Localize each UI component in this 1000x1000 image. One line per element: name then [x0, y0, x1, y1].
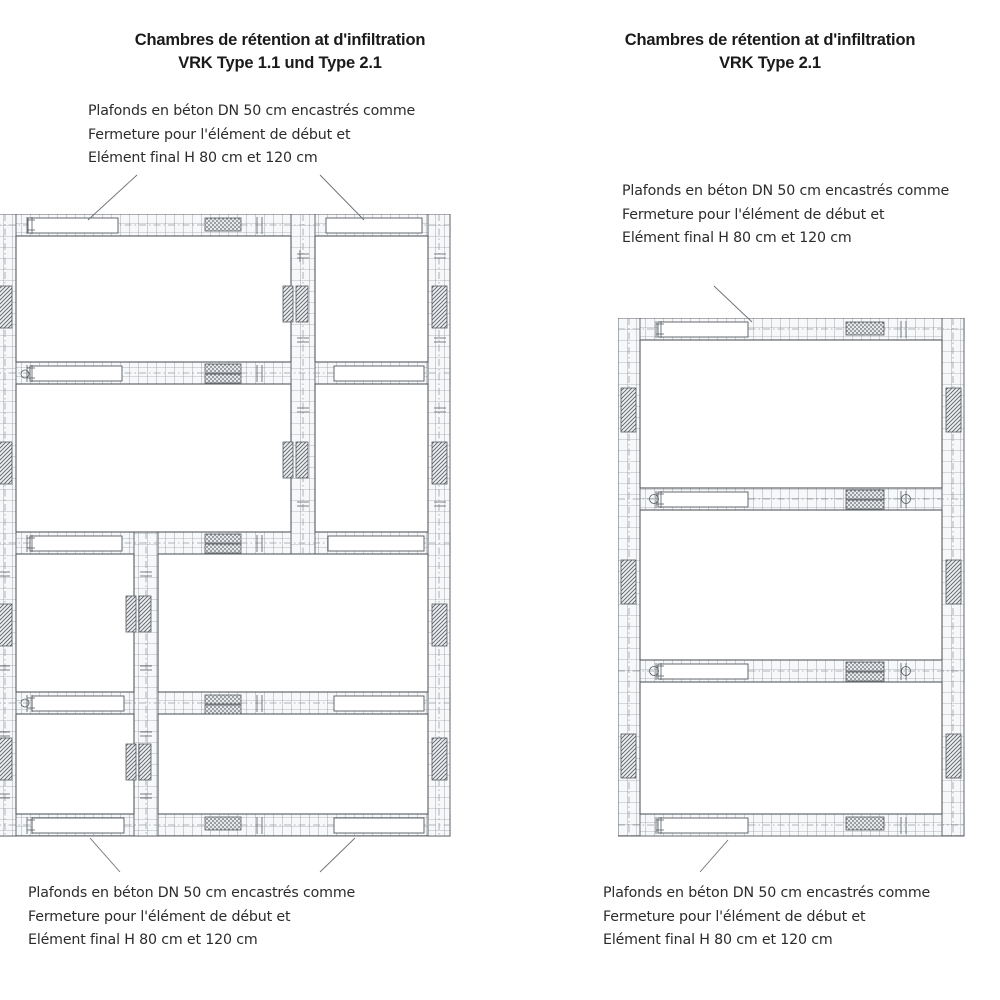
pipe-sleeve-mid2-right [328, 536, 424, 551]
pipe-sleeve-mid3-right [334, 696, 424, 711]
chamber-right-r0 [640, 340, 942, 488]
page-title-left [30, 29, 530, 75]
rib-insert-left-3 [0, 604, 12, 646]
chamber-r1c0 [16, 384, 291, 532]
seal-block-mid3-a [205, 695, 241, 704]
pipe-sleeve-mid1-right [334, 366, 424, 381]
chamber-r2c1 [158, 554, 428, 692]
title-right-line1: Chambres de rétention at d'infiltration [624, 31, 916, 49]
pipe-sleeve-mid2-r [658, 664, 748, 679]
pipe-sleeve-mid3-left [32, 696, 124, 711]
pipe-sleeve-mid1-r [658, 492, 748, 507]
rib-insert-right-4 [432, 738, 447, 780]
rib-insert-div-up-a [283, 286, 293, 322]
leader-left-bottom-1 [90, 838, 120, 872]
chamber-r0c0 [16, 236, 291, 362]
rib-insert-left-4 [0, 738, 12, 780]
plan-left-svg [0, 214, 456, 838]
note-right-bottom-line3: Elément final H 80 cm et 120 cm [603, 932, 833, 948]
note-left-top [88, 100, 415, 171]
rib-insert-left-2 [0, 442, 12, 484]
seal-block-mid1-b [205, 374, 241, 383]
rib-insert-div-lo-d [139, 744, 151, 780]
title-right-line2: VRK Type 2.1 [719, 54, 821, 72]
note-left-bottom [28, 882, 355, 953]
pipe-sleeve-mid1-left [30, 366, 122, 381]
pipe-sleeve-mid2-left [30, 536, 122, 551]
plan-drawing-right [618, 318, 970, 842]
seal-block-mid2-a [205, 534, 241, 543]
note-right-top-line3: Elément final H 80 cm et 120 cm [622, 230, 852, 246]
pipe-sleeve-bottom-left [32, 818, 124, 833]
rib-insert-div-up-c [283, 442, 293, 478]
rib-insert-left-r2 [621, 560, 636, 604]
note-right-top [622, 180, 949, 251]
chamber-r2c0 [16, 554, 134, 692]
note-right-top-line1: Plafonds en béton DN 50 cm encastrés comme [622, 183, 950, 199]
plan-right-geometry [618, 318, 964, 836]
note-left-bottom-line3: Elément final H 80 cm et 120 cm [28, 932, 258, 948]
chamber-r3c0 [16, 714, 134, 814]
note-left-top-line2: Fermeture pour l'élément de début et [88, 126, 351, 143]
title-left-line1: Chambres de rétention at d'infiltration [134, 31, 426, 49]
note-right-bottom [603, 882, 930, 953]
chamber-voids [16, 236, 428, 814]
plan-left-geometry [0, 214, 450, 836]
seal-block-mid3-b [205, 705, 241, 714]
seal-block-mid1-b-r [846, 500, 884, 509]
rib-insert-right-1 [432, 286, 447, 328]
rib-insert-right-r1 [946, 388, 961, 432]
leader-right-bottom-1 [700, 840, 728, 872]
note-right-top-line2: Fermeture pour l'élément de début et [622, 206, 885, 223]
rib-insert-left-r3 [621, 734, 636, 778]
note-left-bottom-line2: Fermeture pour l'élément de début et [28, 908, 291, 925]
rib-insert-div-up-d [296, 442, 308, 478]
pipe-sleeve-top-r [658, 322, 748, 337]
chamber-r1c1 [315, 384, 428, 532]
rib-insert-div-lo-c [126, 744, 136, 780]
pipe-sleeve-bottom-right [334, 818, 424, 833]
rib-insert-left-r1 [621, 388, 636, 432]
chamber-right-r2 [640, 682, 942, 814]
leader-right-top-1 [714, 286, 752, 322]
note-left-bottom-line1: Plafonds en béton DN 50 cm encastrés comme [28, 885, 356, 901]
seal-block-top-r [846, 322, 884, 335]
plan-right-svg [618, 318, 970, 842]
chamber-r3c1 [158, 714, 428, 814]
seal-block-mid1-a-r [846, 490, 884, 499]
note-right-bottom-line2: Fermeture pour l'élément de début et [603, 908, 866, 925]
seal-block-mid1-a [205, 364, 241, 373]
chamber-voids-right [640, 340, 942, 814]
chamber-r0c1 [315, 236, 428, 362]
rib-insert-right-3 [432, 604, 447, 646]
pipe-sleeve-top-right [326, 218, 422, 233]
rib-insert-div-lo-a [126, 596, 136, 632]
page-title-right [540, 29, 1000, 75]
rib-insert-left-1 [0, 286, 12, 328]
note-left-top-line1: Plafonds en béton DN 50 cm encastrés comme [88, 103, 416, 119]
plan-drawing-left [0, 214, 456, 838]
rib-insert-right-2 [432, 442, 447, 484]
title-left-line2: VRK Type 1.1 und Type 2.1 [178, 54, 382, 72]
seal-block-bottom [205, 817, 241, 830]
rib-insert-div-lo-b [139, 596, 151, 632]
seal-block-mid2-b-r [846, 672, 884, 681]
chamber-right-r1 [640, 510, 942, 660]
note-left-top-line3: Elément final H 80 cm et 120 cm [88, 150, 318, 166]
note-right-bottom-line1: Plafonds en béton DN 50 cm encastrés comme [603, 885, 931, 901]
rib-insert-right-r2 [946, 560, 961, 604]
pipe-sleeve-top-left [28, 218, 118, 233]
seal-block-top [205, 218, 241, 231]
seal-block-mid2-a-r [846, 662, 884, 671]
pipe-sleeve-bottom-r [658, 818, 748, 833]
rib-insert-right-r3 [946, 734, 961, 778]
seal-block-mid2-b [205, 544, 241, 553]
seal-block-bottom-r [846, 817, 884, 830]
rib-insert-div-up-b [296, 286, 308, 322]
leader-left-bottom-2 [320, 838, 355, 872]
